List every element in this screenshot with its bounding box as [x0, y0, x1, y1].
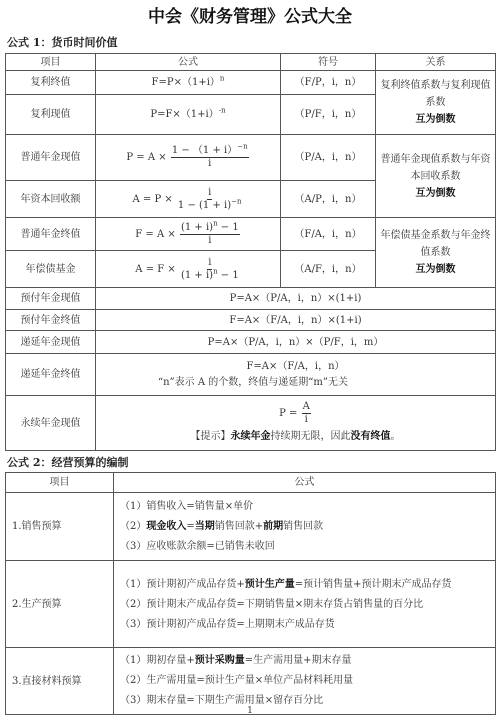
table-row — [6, 135, 496, 181]
row-name: 永续年金现值 — [6, 396, 96, 451]
row-name: 年偿债基金 — [6, 251, 96, 288]
row-name: 普通年金现值 — [6, 135, 96, 181]
row-name: 3.直接材料预算 — [6, 648, 114, 715]
relation-bold: 互为倒数 — [415, 187, 456, 199]
header-item: 项目 — [6, 54, 96, 71]
row-name: 复利现值 — [6, 95, 96, 135]
row-name: 预付年金现值 — [6, 288, 96, 310]
header-relation: 关系 — [376, 54, 496, 71]
fraction: $\frac{(1 + i)^n - 1}{i}$ — [180, 219, 239, 246]
row-name: 递延年金现值 — [6, 331, 96, 354]
table-row — [6, 648, 496, 715]
table-row — [6, 331, 496, 354]
row-name: 递延年金终值 — [6, 354, 96, 396]
row-symbol: （P/F，i，n） — [281, 95, 376, 135]
relation-text: 普通年金现值系数与年资本回收系数 — [380, 153, 491, 182]
relation-cell — [376, 135, 496, 218]
row-formula: P = A × $\frac{1 - (1 + i)^{-n}}{i}$ — [96, 135, 281, 181]
row-symbol: （F/P，i，n） — [281, 71, 376, 95]
row-symbol: （A/P，i，n） — [281, 181, 376, 218]
header-symbol: 符号 — [281, 54, 376, 71]
row-formula: P = $\frac{A}{i}$ 【提示】永续年金持续期无限，因此没有终值。 — [96, 396, 496, 451]
page-title: 中会《财务管理》公式大全 — [148, 7, 352, 27]
row-symbol: （A/F，i，n） — [281, 251, 376, 288]
fraction: $\frac{i}{1 - (1 + i)^{-n}}$ — [177, 186, 242, 211]
row-formula: $F=P\times(1+i)^n$ — [96, 71, 281, 95]
section1-title: 公式 1：货币时间价值 — [7, 36, 118, 49]
table-row — [6, 288, 496, 310]
header-formula: 公式 — [114, 473, 496, 493]
table-row — [6, 71, 496, 95]
row-symbol: （F/A，i，n） — [281, 218, 376, 251]
relation-cell — [376, 218, 496, 288]
row-formula: F=A×（F/A，i，n） “n”表示 A 的个数，终值与递延期“m”无关 — [96, 354, 496, 396]
time-value-table — [5, 53, 496, 451]
row-symbol: （P/A，i，n） — [281, 135, 376, 181]
relation-cell — [376, 71, 496, 135]
table-header-row — [6, 473, 496, 493]
table-header-row — [6, 54, 496, 71]
table-row — [6, 493, 496, 561]
row-name: 2.生产预算 — [6, 561, 114, 648]
fraction: $\frac{i}{(1 + i)^n - 1}$ — [180, 256, 239, 281]
relation-bold: 互为倒数 — [415, 114, 456, 125]
row-formula: （1）预计期初产成品存货+预计生产量=预计销售量+预计期末产成品存货 （2）预计期末产成品存货=下期销售量×期末存货占销售量的百分比 （3）预计期初产成品存货=上期期末产成品存货 — [114, 561, 496, 648]
table-row — [6, 396, 496, 451]
relation-text: 年偿债基金系数与年金终值系数 — [380, 230, 491, 258]
relation-bold: 互为倒数 — [415, 264, 456, 275]
row-formula: A = F × $\frac{i}{(1 + i)^n - 1}$ — [96, 251, 281, 288]
header-item: 项目 — [6, 473, 114, 493]
deferred-note: “n”表示 A 的个数，终值与递延期“m”无关 — [158, 376, 348, 388]
table-row — [6, 354, 496, 396]
row-formula: P=A×（P/A，i，n）×（P/F，i，m） — [96, 331, 496, 354]
row-formula: （1）期初存量+预计采购量=生产需用量+期末存量 （2）生产需用量=预计生产量×单位产品材料耗用量 （3）期末存量=下期生产需用量×留存百分比 — [114, 648, 496, 715]
table-row — [6, 561, 496, 648]
row-formula: $P=F\times(1+i)^{-n}$ — [96, 95, 281, 135]
fraction: $\frac{A}{i}$ — [302, 401, 310, 425]
fraction: $\frac{1 - (1 + i)^{-n}}{i}$ — [171, 142, 248, 169]
row-name: 年资本回收额 — [6, 181, 96, 218]
relation-text: 复利终值系数与复利现值系数 — [380, 80, 491, 108]
table-row — [6, 218, 496, 251]
perpetuity-tip: 【提示】永续年金持续期无限，因此没有终值。 — [190, 431, 401, 442]
row-formula: A = P × $\frac{i}{1 - (1 + i)^{-n}}$ — [96, 181, 281, 218]
row-formula: F=A×（F/A，i，n）×(1+i) — [96, 310, 496, 331]
row-name: 普通年金终值 — [6, 218, 96, 251]
budget-table — [5, 472, 496, 715]
header-formula: 公式 — [96, 54, 281, 71]
row-name: 复利终值 — [6, 71, 96, 95]
row-formula: （1）销售收入=销售量×单价 （2）现金收入=当期销售回款+前期销售回款 （3）应收账款余额=已销售未收回 — [114, 493, 496, 561]
table-row — [6, 310, 496, 331]
row-formula: F = A × $\frac{(1 + i)^n - 1}{i}$ — [96, 218, 281, 251]
section2-title: 公式 2：经营预算的编制 — [7, 456, 129, 469]
page-number: 1 — [247, 706, 253, 716]
row-name: 1.销售预算 — [6, 493, 114, 561]
row-name: 预付年金终值 — [6, 310, 96, 331]
row-formula: P=A×（P/A，i，n）×(1+i) — [96, 288, 496, 310]
